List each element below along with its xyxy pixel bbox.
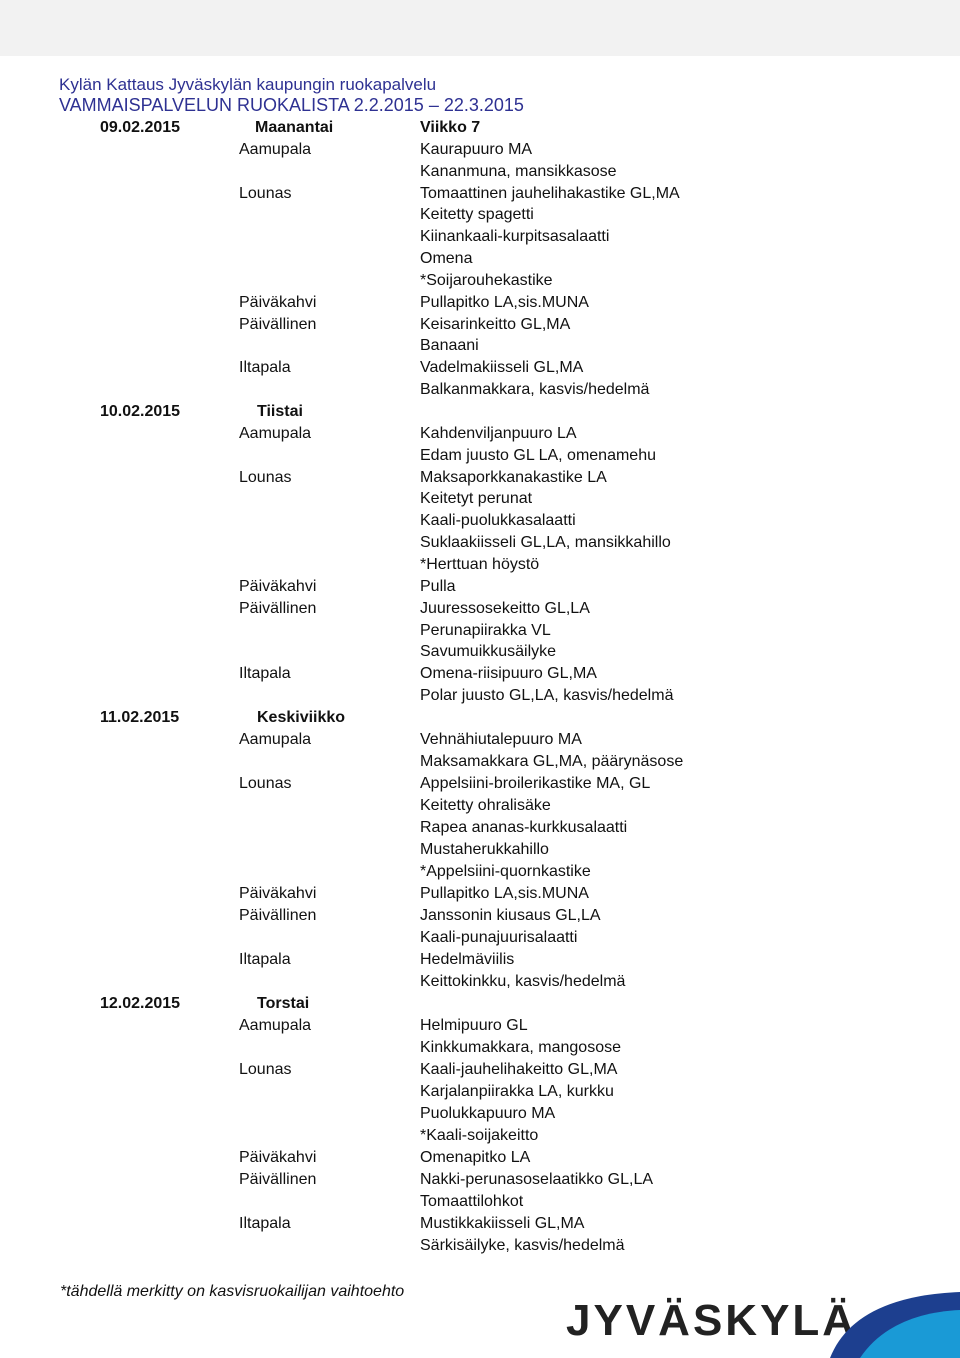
meal-label: Päiväkahvi [239, 1149, 317, 1166]
menu-item: Omena-riisipuuro GL,MA [420, 665, 597, 683]
menu-item: Keitetty ohralisäke [420, 797, 551, 814]
menu-item: Vadelmakiisseli GL,MA [420, 359, 584, 377]
meal-label: Aamupala [239, 1017, 312, 1034]
menu-item: Hedelmäviilis [420, 951, 515, 968]
menu-item: Kananmuna, mansikkasose [420, 162, 617, 180]
menu-item: Keisarinkeitto GL,MA [420, 315, 571, 333]
menu-item: Pulla [420, 577, 456, 595]
meal-label: Lounas [239, 468, 292, 486]
menu-item: Helmipuuro GL [420, 1017, 528, 1034]
menu-item: Maksaporkkanakastike LA [420, 468, 607, 486]
jyvaskyla-logo: JYVÄSKYLÄ [566, 1296, 858, 1345]
meal-label: Iltapala [239, 359, 291, 377]
menu-item: Särkisäilyke, kasvis/hedelmä [420, 1237, 625, 1254]
menu-item: Mustikkakiisseli GL,MA [420, 1215, 585, 1232]
menu-item: Keittokinkku, kasvis/hedelmä [420, 973, 626, 990]
menu-item: Rapea ananas-kurkkusalaatti [420, 819, 628, 836]
menu-item: Kiinankaali-kurpitsasalaatti [420, 228, 610, 246]
meal-label: Aamupala [239, 731, 312, 748]
meal-label: Aamupala [239, 424, 312, 442]
menu-item: Puolukkapuuro MA [420, 1105, 556, 1122]
meal-label: Päiväkahvi [239, 885, 317, 902]
menu-item: Balkanmakkara, kasvis/hedelmä [420, 381, 650, 399]
day-weekday: Tiistai [257, 403, 303, 420]
menu-item: *Appelsiini-quornkastike [420, 863, 591, 880]
meal-label: Iltapala [239, 1215, 291, 1232]
menu-item: Perunapiirakka VL [420, 621, 551, 639]
footer-note: *tähdellä merkitty on kasvisruokailijan vaihtoehto [60, 1283, 405, 1300]
top-band [0, 0, 960, 56]
meal-label: Lounas [239, 1061, 292, 1078]
meal-label: Iltapala [239, 665, 291, 683]
menu-item: Banaani [420, 337, 479, 355]
menu-item: Karjalanpiirakka LA, kurkku [420, 1083, 614, 1100]
menu-item: Tomaattilohkot [420, 1193, 524, 1210]
menu-item: Kahdenviljanpuuro LA [420, 424, 577, 442]
menu-item: Maksamakkara GL,MA, päärynäsose [420, 753, 684, 770]
menu-item: Omenapitko LA [420, 1149, 531, 1166]
day-date: 10.02.2015 [100, 403, 181, 420]
menu-item: Edam juusto GL LA, omenamehu [420, 446, 656, 464]
menu-item: Kaali-puolukkasalaatti [420, 512, 576, 530]
meal-label: Lounas [239, 184, 292, 202]
menu-item: Kinkkumakkara, mangosose [420, 1039, 621, 1056]
menu-item: Kaali-jauhelihakeitto GL,MA [420, 1061, 618, 1078]
meal-label: Päivällinen [239, 907, 317, 924]
menu-item: Keitetty spagetti [420, 206, 534, 224]
day-date: 09.02.2015 [100, 119, 181, 136]
meal-label: Aamupala [239, 140, 312, 158]
menu-item: Vehnähiutalepuuro MA [420, 731, 582, 748]
menu-item: Suklaakiisseli GL,LA, mansikkahillo [420, 534, 671, 552]
day-weekday: Torstai [257, 995, 310, 1012]
menu-item: Keitetyt perunat [420, 490, 533, 508]
menu-item: Kaurapuuro MA [420, 140, 533, 158]
meal-label: Päivällinen [239, 599, 317, 617]
menu-item: Juuressosekeitto GL,LA [420, 599, 590, 617]
menu-item: Pullapitko LA,sis.MUNA [420, 885, 589, 902]
meal-label: Päivällinen [239, 1171, 317, 1188]
menu-item: *Soijarouhekastike [420, 271, 553, 289]
day-weekday: Keskiviikko [257, 709, 346, 726]
day-weekday: Maanantai [255, 119, 334, 136]
meal-label: Iltapala [239, 951, 291, 968]
menu-item: Mustaherukkahillo [420, 841, 549, 858]
menu-item: Appelsiini-broilerikastike MA, GL [420, 775, 651, 792]
meal-label: Päiväkahvi [239, 577, 317, 595]
menu-item: Omena [420, 250, 473, 268]
menu-item: Janssonin kiusaus GL,LA [420, 907, 601, 924]
menu-item: Kaali-punajuurisalaatti [420, 929, 578, 946]
meal-label: Lounas [239, 775, 292, 792]
menu-item: Nakki-perunasoselaatikko GL,LA [420, 1171, 654, 1188]
day-date: 11.02.2015 [100, 709, 180, 726]
menu-item: *Kaali-soijakeitto [420, 1127, 539, 1144]
menu-item: *Herttuan höystö [420, 556, 540, 573]
menu-item: Pullapitko LA,sis.MUNA [420, 293, 589, 311]
meal-label: Päiväkahvi [239, 293, 317, 311]
logo-wave-icon [790, 1280, 960, 1358]
meal-label: Päivällinen [239, 315, 317, 333]
header-subtitle: Kylän Kattaus Jyväskylän kaupungin ruokapalvelu [59, 75, 437, 94]
menu-item: Savumuikkusäilyke [420, 643, 557, 661]
menu-item: Polar juusto GL,LA, kasvis/hedelmä [420, 687, 674, 705]
day-date: 12.02.2015 [100, 995, 181, 1012]
week-label: Viikko 7 [420, 119, 481, 136]
menu-item: Tomaattinen jauhelihakastike GL,MA [420, 184, 680, 202]
header-title: VAMMAISPALVELUN RUOKALISTA 2.2.2015 – 22.3.2015 [59, 95, 524, 115]
